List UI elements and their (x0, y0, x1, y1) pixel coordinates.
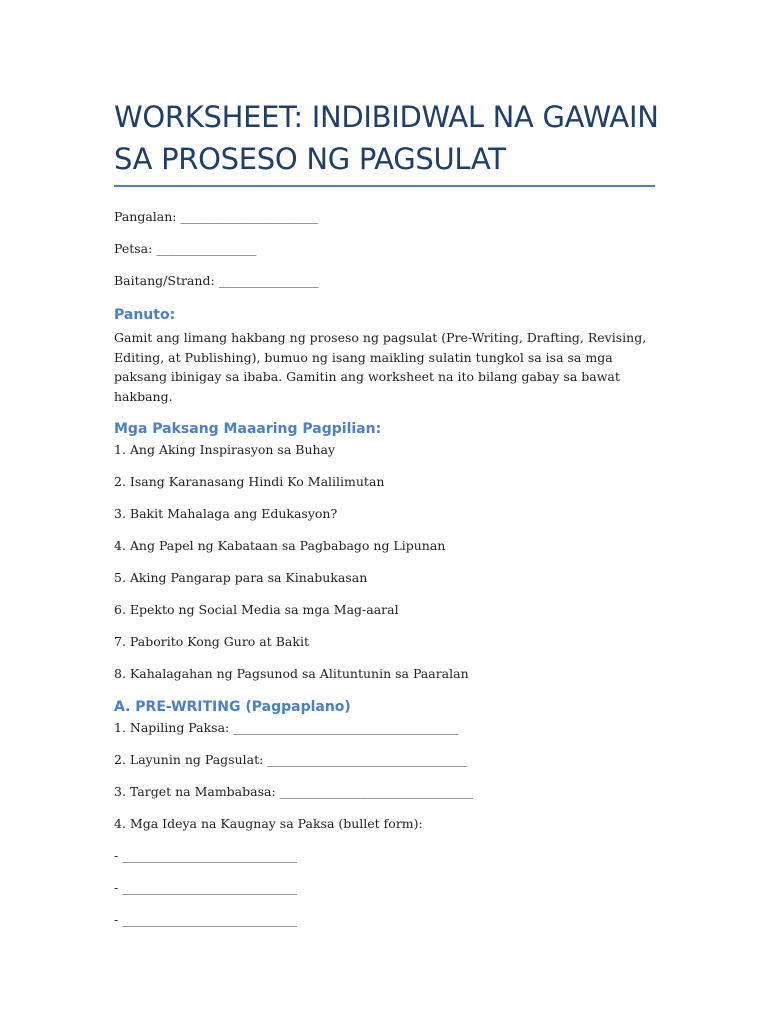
prewriting-item: 4. Mga Ideya na Kaugnay sa Paksa (bullet form): (114, 816, 423, 831)
worksheet-page (114, 0, 659, 928)
idea-bullet-blank: - ____________________________ (114, 880, 298, 895)
topics-list (114, 442, 659, 682)
prewriting-item: 1. Napiling Paksa: ____________________________________ (114, 720, 459, 735)
prewriting-heading: A. PRE-WRITING (Pagpaplano) (114, 699, 351, 715)
idea-bullet-blank: - ____________________________ (114, 848, 298, 863)
name-field: Pangalan: ______________________ (114, 209, 318, 224)
idea-bullet-blank: - ____________________________ (114, 912, 298, 927)
topic-item: 7. Paborito Kong Guro at Bakit (114, 634, 309, 649)
prewriting-item: 3. Target na Mambabasa: _______________________________ (114, 784, 474, 799)
topic-item: 6. Epekto ng Social Media sa mga Mag-aaral (114, 602, 399, 617)
ideas-bullet-list (114, 848, 659, 928)
prewriting-list (114, 720, 659, 832)
prewriting-item: 2. Layunin ng Pagsulat: ________________________________ (114, 752, 468, 767)
grade-strand-field: Baitang/Strand: ________________ (114, 273, 319, 288)
topics-heading: Mga Paksang Maaaring Pagpilian: (114, 421, 382, 437)
title-underline (114, 185, 655, 187)
instructions-text: Gamit ang limang hakbang ng proseso ng pagsulat (Pre-Writing, Drafting, Revising, Editing, at Publishing), bumuo ng isang maikling sulatin tungkol sa isa sa mga paksang ibinigay sa ibaba. Gamitin ang worksheet na ito bilang gabay sa bawat hakbang. (114, 330, 647, 404)
topic-item: 1. Ang Aking Inspirasyon sa Buhay (114, 442, 336, 457)
date-field: Petsa: ________________ (114, 241, 257, 256)
topic-item: 8. Kahalagahan ng Pagsunod sa Alituntunin sa Paaralan (114, 666, 469, 681)
title-line-1: WORKSHEET: INDIBIDWAL NA GAWAIN (114, 100, 659, 134)
worksheet-title (114, 96, 659, 180)
instructions-heading: Panuto: (114, 307, 176, 323)
topic-item: 2. Isang Karanasang Hindi Ko Malilimutan (114, 474, 385, 489)
topic-item: 4. Ang Papel ng Kabataan sa Pagbabago ng Lipunan (114, 538, 446, 553)
topic-item: 5. Aking Pangarap para sa Kinabukasan (114, 570, 368, 585)
topic-item: 3. Bakit Mahalaga ang Edukasyon? (114, 506, 338, 521)
title-line-2: SA PROSESO NG PAGSULAT (114, 142, 506, 176)
